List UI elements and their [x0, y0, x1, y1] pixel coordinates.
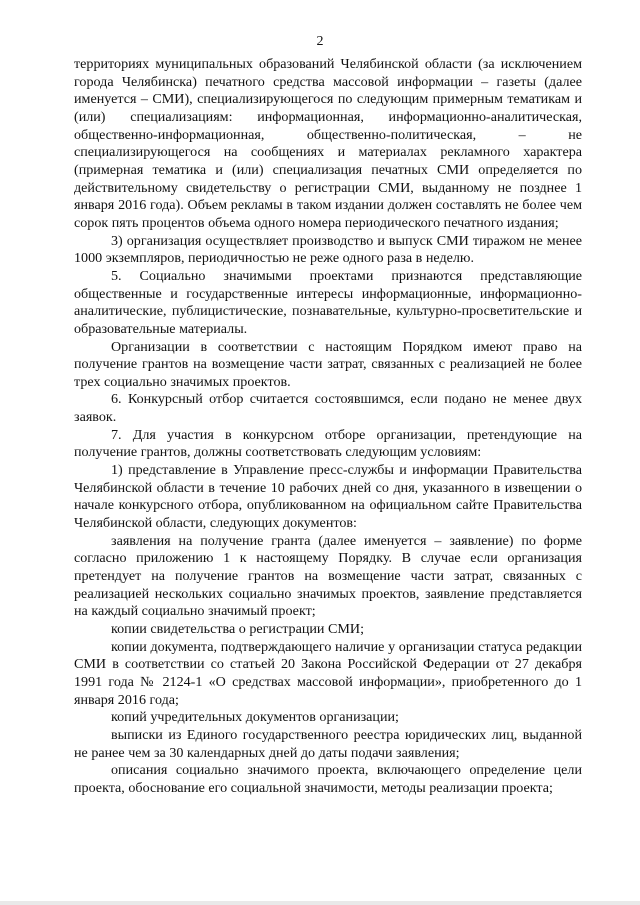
paragraph-9: копии свидетельства о регистрации СМИ;: [111, 621, 365, 637]
paragraph-5: 6. Конкурсный отбор считается состоявшимся, если подано не менее двух заявок.: [74, 391, 582, 426]
paragraph-11: копий учредительных документов организации;: [111, 709, 399, 726]
paragraph-3: 5. Социально значимыми проектами признаются представляющие общественные и государственные интересы информационные, информационно-аналитические, публицистические, познавательные, культурно-просветительские и образовательные материалы.: [74, 267, 582, 337]
paragraph-10: копии документа, подтверждающего наличие у организации статуса редакции СМИ в соответствии со статьей 20 Закона Российской Федерации от 27 декабря 1991 года № 2124-1 «О средствах массовой информации», приобретенного до 1 января 2016 года;: [74, 638, 582, 708]
paragraph-7: 1) представление в Управление пресс-службы и информации Правительства Челябинской области в течение 10 рабочих дней со дня, указанного в извещении о начале конкурсного отбора, опубликованном на официальном сайте Правительства Челябинской области, следующих документов:: [74, 462, 582, 532]
paragraph-1: территориях муниципальных образований Челябинской области (за исключением города Челябинска) печатного средства массовой информации – газеты (далее именуется – СМИ), специализирующегося по следующим примерным тематикам и (или) специализациям: информационная, информационно-аналитическая, общественно-информационная, общественно-политическая, – не специализирующегося на сообщениях и материалах рекламного характера (примерная тематика и (или) специализация печатных СМИ определяется по действительному свидетельству о регистрации СМИ, выданному не позднее 1 января 2016 года). Объем рекламы в таком издании должен составлять не более чем сорок пять процентов объема одного номера периодического печатного издания;: [74, 56, 582, 231]
paragraph-12: выписки из Единого государственного реестра юридических лиц, выданной не ранее чем за 30 календарных дней до даты подачи заявления;: [74, 726, 582, 761]
document-body: [74, 56, 582, 798]
page-bottom-edge: [0, 901, 640, 905]
paragraph-8: заявления на получение гранта (далее именуется – заявление) по форме согласно приложению 1 к настоящему Порядку. В случае если организация претендует на получение грантов на возмещение части затрат, связанных с реализацией нескольких социально значимых проектов, заявление представляется на каждый социально значимый проект;: [74, 532, 582, 620]
paragraph-13: описания социально значимого проекта, включающего определение цели проекта, обоснование его социальной значимости, методы реализации проекта;: [74, 762, 582, 796]
paragraph-4: Организации в соответствии с настоящим Порядком имеют право на получение грантов на возмещение части затрат, связанных с реализацией не более трех социально значимых проектов.: [74, 338, 582, 390]
paragraph-2: 3) организация осуществляет производство и выпуск СМИ тиражом не менее 1000 экземпляров, периодичностью не реже одного раза в неделю.: [74, 232, 582, 267]
paragraph-6: 7. Для участия в конкурсном отборе организации, претендующие на получение грантов, должны соответствовать следующим условиям:: [74, 426, 582, 461]
page-number: 2: [316, 34, 324, 49]
